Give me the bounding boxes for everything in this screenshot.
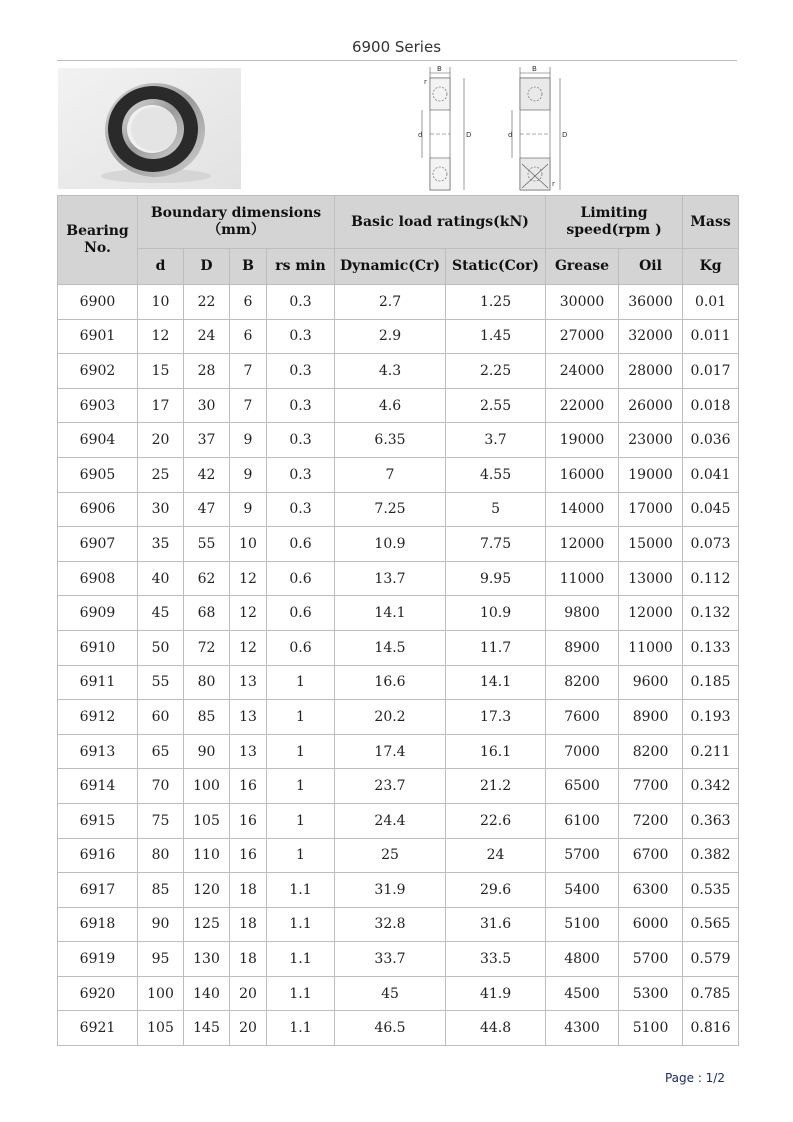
table-cell: 19000 xyxy=(619,457,683,492)
table-cell: 0.3 xyxy=(267,285,335,320)
table-cell: 6910 xyxy=(58,630,138,665)
table-cell: 4500 xyxy=(546,976,619,1011)
table-cell: 1.1 xyxy=(267,873,335,908)
table-cell: 0.6 xyxy=(267,561,335,596)
table-cell: 145 xyxy=(184,1011,230,1046)
table-cell: 12 xyxy=(138,319,184,354)
table-cell: 4800 xyxy=(546,942,619,977)
table-cell: 16.1 xyxy=(446,734,546,769)
table-cell: 100 xyxy=(138,976,184,1011)
table-cell: 2.25 xyxy=(446,354,546,389)
table-cell: 6915 xyxy=(58,803,138,838)
table-cell: 95 xyxy=(138,942,184,977)
header-dynamic: Dynamic(Cr) xyxy=(335,249,446,285)
table-cell: 19000 xyxy=(546,423,619,458)
table-cell: 0.018 xyxy=(683,388,739,423)
table-cell: 4300 xyxy=(546,1011,619,1046)
table-cell: 29.6 xyxy=(446,873,546,908)
table-cell: 14.1 xyxy=(446,665,546,700)
drawing-label-b-right: B xyxy=(532,65,537,73)
table-cell: 6903 xyxy=(58,388,138,423)
table-row xyxy=(58,700,739,735)
table-cell: 50 xyxy=(138,630,184,665)
table-cell: 42 xyxy=(184,457,230,492)
table-cell: 1 xyxy=(267,803,335,838)
table-cell: 0.3 xyxy=(267,457,335,492)
table-cell: 1.1 xyxy=(267,976,335,1011)
table-cell: 32.8 xyxy=(335,907,446,942)
table-cell: 0.3 xyxy=(267,423,335,458)
drawing-label-r-right: r xyxy=(552,180,555,188)
table-cell: 18 xyxy=(230,907,267,942)
table-cell: 7 xyxy=(335,457,446,492)
table-cell: 105 xyxy=(184,803,230,838)
header-grease: Grease xyxy=(546,249,619,285)
page-number: Page : 1/2 xyxy=(664,1071,725,1085)
table-cell: 12 xyxy=(230,596,267,631)
table-cell: 16 xyxy=(230,838,267,873)
table-cell: 11000 xyxy=(546,561,619,596)
header-kg: Kg xyxy=(683,249,739,285)
table-cell: 16 xyxy=(230,769,267,804)
table-cell: 80 xyxy=(138,838,184,873)
table-cell: 25 xyxy=(138,457,184,492)
table-cell: 1.25 xyxy=(446,285,546,320)
table-row xyxy=(58,319,739,354)
table-cell: 0.045 xyxy=(683,492,739,527)
table-cell: 105 xyxy=(138,1011,184,1046)
table-row xyxy=(58,630,739,665)
table-cell: 62 xyxy=(184,561,230,596)
table-cell: 13 xyxy=(230,700,267,735)
header-mass: Mass xyxy=(683,196,739,249)
table-cell: 5100 xyxy=(546,907,619,942)
table-cell: 40 xyxy=(138,561,184,596)
table-cell: 9 xyxy=(230,423,267,458)
table-cell: 45 xyxy=(335,976,446,1011)
table-row xyxy=(58,803,739,838)
table-cell: 1 xyxy=(267,665,335,700)
bearing-spec-table xyxy=(57,195,739,1046)
table-row xyxy=(58,873,739,908)
header-load-ratings: Basic load ratings(kN) xyxy=(335,196,546,249)
table-cell: 0.816 xyxy=(683,1011,739,1046)
table-cell: 10.9 xyxy=(446,596,546,631)
table-cell: 5 xyxy=(446,492,546,527)
table-cell: 24000 xyxy=(546,354,619,389)
table-cell: 120 xyxy=(184,873,230,908)
table-cell: 9600 xyxy=(619,665,683,700)
page-title: 6900 Series xyxy=(351,38,442,56)
table-cell: 0.193 xyxy=(683,700,739,735)
table-cell: 8200 xyxy=(619,734,683,769)
table-cell: 35 xyxy=(138,527,184,562)
table-cell: 5100 xyxy=(619,1011,683,1046)
table-cell: 0.3 xyxy=(267,319,335,354)
table-cell: 11.7 xyxy=(446,630,546,665)
table-cell: 9 xyxy=(230,457,267,492)
table-cell: 6918 xyxy=(58,907,138,942)
table-cell: 17 xyxy=(138,388,184,423)
header-d: d xyxy=(138,249,184,285)
table-cell: 14.1 xyxy=(335,596,446,631)
table-cell: 9.95 xyxy=(446,561,546,596)
table-cell: 1.1 xyxy=(267,1011,335,1046)
table-row xyxy=(58,285,739,320)
table-cell: 6902 xyxy=(58,354,138,389)
table-cell: 23.7 xyxy=(335,769,446,804)
table-row xyxy=(58,769,739,804)
table-row xyxy=(58,354,739,389)
table-cell: 26000 xyxy=(619,388,683,423)
header-rs-min: rs min xyxy=(267,249,335,285)
table-cell: 60 xyxy=(138,700,184,735)
table-cell: 7.75 xyxy=(446,527,546,562)
table-row xyxy=(58,907,739,942)
table-cell: 0.382 xyxy=(683,838,739,873)
table-row xyxy=(58,596,739,631)
table-cell: 2.9 xyxy=(335,319,446,354)
table-cell: 7 xyxy=(230,388,267,423)
table-cell: 0.112 xyxy=(683,561,739,596)
table-cell: 0.041 xyxy=(683,457,739,492)
table-cell: 85 xyxy=(184,700,230,735)
table-cell: 14.5 xyxy=(335,630,446,665)
table-cell: 28 xyxy=(184,354,230,389)
table-cell: 1 xyxy=(267,769,335,804)
header-boundary-label: Boundary dimensions xyxy=(150,205,322,221)
table-cell: 6907 xyxy=(58,527,138,562)
table-cell: 25 xyxy=(335,838,446,873)
table-cell: 4.6 xyxy=(335,388,446,423)
table-cell: 15000 xyxy=(619,527,683,562)
table-cell: 7 xyxy=(230,354,267,389)
table-cell: 44.8 xyxy=(446,1011,546,1046)
table-cell: 22 xyxy=(184,285,230,320)
title-divider xyxy=(57,60,737,61)
table-row xyxy=(58,734,739,769)
table-cell: 20 xyxy=(138,423,184,458)
table-cell: 6500 xyxy=(546,769,619,804)
table-cell: 90 xyxy=(138,907,184,942)
table-row xyxy=(58,561,739,596)
table-cell: 85 xyxy=(138,873,184,908)
table-cell: 0.185 xyxy=(683,665,739,700)
table-cell: 33.7 xyxy=(335,942,446,977)
drawing-label-d-right: d xyxy=(508,131,513,139)
table-cell: 24 xyxy=(184,319,230,354)
table-cell: 30 xyxy=(138,492,184,527)
table-cell: 7200 xyxy=(619,803,683,838)
table-cell: 72 xyxy=(184,630,230,665)
table-cell: 28000 xyxy=(619,354,683,389)
table-row xyxy=(58,1011,739,1046)
table-cell: 0.011 xyxy=(683,319,739,354)
table-cell: 0.017 xyxy=(683,354,739,389)
table-cell: 46.5 xyxy=(335,1011,446,1046)
table-cell: 0.6 xyxy=(267,630,335,665)
table-cell: 6909 xyxy=(58,596,138,631)
table-cell: 6916 xyxy=(58,838,138,873)
table-cell: 0.6 xyxy=(267,527,335,562)
table-cell: 16 xyxy=(230,803,267,838)
table-cell: 0.132 xyxy=(683,596,739,631)
table-cell: 0.211 xyxy=(683,734,739,769)
table-row xyxy=(58,527,739,562)
table-cell: 0.579 xyxy=(683,942,739,977)
table-cell: 16.6 xyxy=(335,665,446,700)
table-row xyxy=(58,838,739,873)
table-cell: 13000 xyxy=(619,561,683,596)
table-cell: 110 xyxy=(184,838,230,873)
table-cell: 5300 xyxy=(619,976,683,1011)
table-cell: 7700 xyxy=(619,769,683,804)
table-cell: 31.6 xyxy=(446,907,546,942)
table-cell: 47 xyxy=(184,492,230,527)
table-cell: 20 xyxy=(230,1011,267,1046)
table-cell: 13.7 xyxy=(335,561,446,596)
table-cell: 6.35 xyxy=(335,423,446,458)
table-row xyxy=(58,976,739,1011)
table-cell: 5700 xyxy=(619,942,683,977)
table-cell: 9 xyxy=(230,492,267,527)
table-cell: 7.25 xyxy=(335,492,446,527)
table-cell: 21.2 xyxy=(446,769,546,804)
table-cell: 5700 xyxy=(546,838,619,873)
table-cell: 80 xyxy=(184,665,230,700)
drawing-label-d: d xyxy=(418,131,423,139)
table-cell: 6912 xyxy=(58,700,138,735)
table-cell: 17000 xyxy=(619,492,683,527)
table-cell: 37 xyxy=(184,423,230,458)
table-cell: 6921 xyxy=(58,1011,138,1046)
table-cell: 90 xyxy=(184,734,230,769)
table-cell: 75 xyxy=(138,803,184,838)
table-cell: 16000 xyxy=(546,457,619,492)
table-cell: 14000 xyxy=(546,492,619,527)
table-cell: 0.565 xyxy=(683,907,739,942)
table-cell: 0.6 xyxy=(267,596,335,631)
table-cell: 1 xyxy=(267,700,335,735)
table-cell: 20 xyxy=(230,976,267,1011)
table-cell: 6904 xyxy=(58,423,138,458)
table-cell: 6100 xyxy=(546,803,619,838)
table-cell: 6700 xyxy=(619,838,683,873)
header-boundary-unit: （mm） xyxy=(207,222,265,238)
table-cell: 0.785 xyxy=(683,976,739,1011)
table-cell: 6920 xyxy=(58,976,138,1011)
table-cell: 20.2 xyxy=(335,700,446,735)
table-cell: 1.1 xyxy=(267,942,335,977)
table-cell: 6911 xyxy=(58,665,138,700)
table-cell: 18 xyxy=(230,942,267,977)
table-cell: 70 xyxy=(138,769,184,804)
table-cell: 0.01 xyxy=(683,285,739,320)
table-cell: 36000 xyxy=(619,285,683,320)
table-cell: 6913 xyxy=(58,734,138,769)
table-cell: 6900 xyxy=(58,285,138,320)
table-cell: 13 xyxy=(230,734,267,769)
table-cell: 24.4 xyxy=(335,803,446,838)
table-cell: 1.1 xyxy=(267,907,335,942)
table-cell: 30 xyxy=(184,388,230,423)
table-cell: 4.55 xyxy=(446,457,546,492)
table-cell: 33.5 xyxy=(446,942,546,977)
table-cell: 4.3 xyxy=(335,354,446,389)
table-cell: 6917 xyxy=(58,873,138,908)
table-cell: 1 xyxy=(267,734,335,769)
table-cell: 3.7 xyxy=(446,423,546,458)
table-cell: 31.9 xyxy=(335,873,446,908)
drawing-label-outer-d-right: D xyxy=(562,131,568,139)
table-cell: 17.3 xyxy=(446,700,546,735)
table-cell: 65 xyxy=(138,734,184,769)
table-cell: 1.45 xyxy=(446,319,546,354)
table-cell: 5400 xyxy=(546,873,619,908)
table-row xyxy=(58,942,739,977)
table-cell: 6 xyxy=(230,319,267,354)
table-cell: 2.7 xyxy=(335,285,446,320)
table-cell: 6901 xyxy=(58,319,138,354)
table-cell: 13 xyxy=(230,665,267,700)
table-cell: 6300 xyxy=(619,873,683,908)
table-row xyxy=(58,665,739,700)
table-body xyxy=(58,285,739,1046)
table-cell: 11000 xyxy=(619,630,683,665)
header-b: B xyxy=(230,249,267,285)
table-cell: 10 xyxy=(138,285,184,320)
table-cell: 1 xyxy=(267,838,335,873)
table-cell: 9800 xyxy=(546,596,619,631)
table-cell: 6906 xyxy=(58,492,138,527)
table-cell: 0.363 xyxy=(683,803,739,838)
table-cell: 15 xyxy=(138,354,184,389)
table-cell: 0.535 xyxy=(683,873,739,908)
table-cell: 24 xyxy=(446,838,546,873)
table-cell: 0.133 xyxy=(683,630,739,665)
table-row xyxy=(58,388,739,423)
table-cell: 6908 xyxy=(58,561,138,596)
table-cell: 6905 xyxy=(58,457,138,492)
drawing-label-r: r xyxy=(424,78,427,86)
table-cell: 68 xyxy=(184,596,230,631)
header-static: Static(Cor) xyxy=(446,249,546,285)
table-cell: 8200 xyxy=(546,665,619,700)
table-cell: 12 xyxy=(230,561,267,596)
table-cell: 22000 xyxy=(546,388,619,423)
table-cell: 23000 xyxy=(619,423,683,458)
table-cell: 12000 xyxy=(546,527,619,562)
ball-bearing-photo-icon xyxy=(58,68,241,189)
table-cell: 22.6 xyxy=(446,803,546,838)
table-cell: 12 xyxy=(230,630,267,665)
table-cell: 18 xyxy=(230,873,267,908)
table-cell: 0.342 xyxy=(683,769,739,804)
table-row xyxy=(58,423,739,458)
header-limiting-speed: Limiting speed(rpm ) xyxy=(546,196,683,249)
table-cell: 0.3 xyxy=(267,354,335,389)
header-oil: Oil xyxy=(619,249,683,285)
header-outer-d: D xyxy=(184,249,230,285)
table-cell: 30000 xyxy=(546,285,619,320)
table-cell: 125 xyxy=(184,907,230,942)
table-cell: 6000 xyxy=(619,907,683,942)
table-cell: 0.3 xyxy=(267,388,335,423)
table-cell: 7600 xyxy=(546,700,619,735)
table-cell: 0.036 xyxy=(683,423,739,458)
table-cell: 45 xyxy=(138,596,184,631)
table-cell: 2.55 xyxy=(446,388,546,423)
header-boundary-dimensions xyxy=(138,196,335,249)
table-cell: 8900 xyxy=(619,700,683,735)
table-cell: 6919 xyxy=(58,942,138,977)
table-cell: 130 xyxy=(184,942,230,977)
table-cell: 0.073 xyxy=(683,527,739,562)
table-cell: 27000 xyxy=(546,319,619,354)
table-cell: 41.9 xyxy=(446,976,546,1011)
table-cell: 140 xyxy=(184,976,230,1011)
table-cell: 12000 xyxy=(619,596,683,631)
table-cell: 100 xyxy=(184,769,230,804)
table-cell: 17.4 xyxy=(335,734,446,769)
drawing-label-outer-d: D xyxy=(466,131,472,139)
drawing-label-b: B xyxy=(437,65,442,73)
table-cell: 32000 xyxy=(619,319,683,354)
table-cell: 10.9 xyxy=(335,527,446,562)
table-cell: 6914 xyxy=(58,769,138,804)
table-cell: 10 xyxy=(230,527,267,562)
table-cell: 6 xyxy=(230,285,267,320)
table-cell: 8900 xyxy=(546,630,619,665)
table-row xyxy=(58,457,739,492)
bearing-cross-section-drawing-icon xyxy=(410,64,570,194)
table-row xyxy=(58,492,739,527)
table-cell: 55 xyxy=(184,527,230,562)
table-cell: 0.3 xyxy=(267,492,335,527)
table-cell: 7000 xyxy=(546,734,619,769)
table-cell: 55 xyxy=(138,665,184,700)
header-bearing-no: Bearing No. xyxy=(58,196,138,285)
